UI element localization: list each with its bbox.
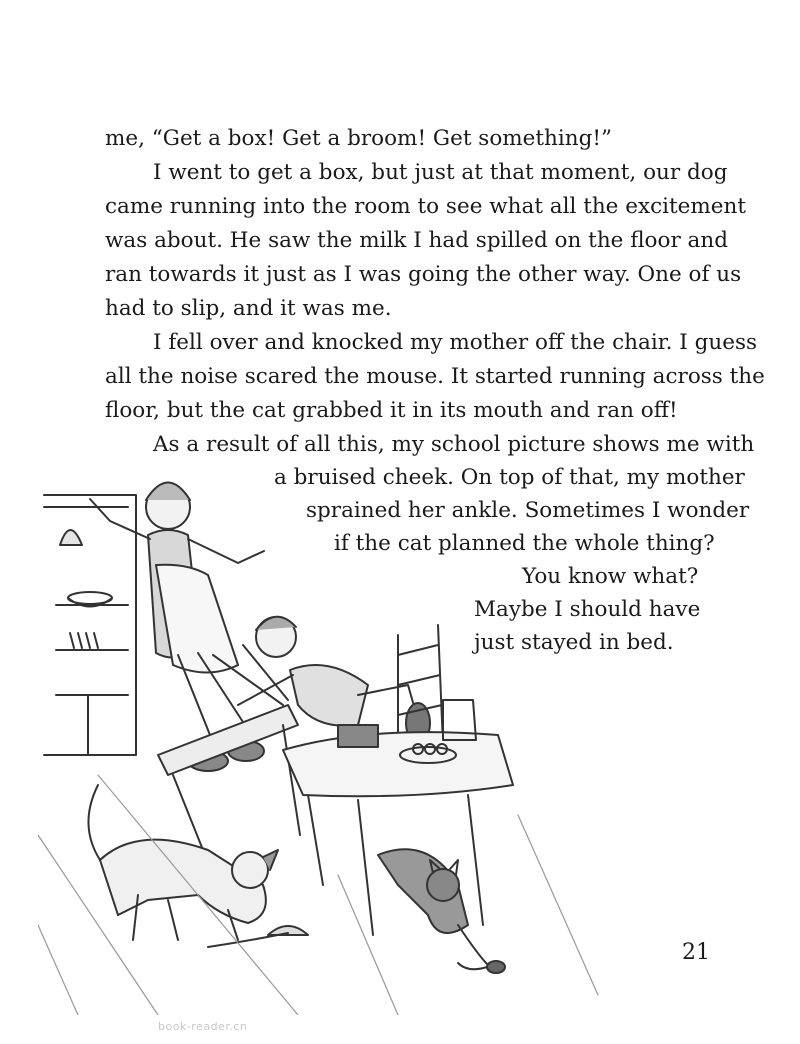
text-line: Maybe I should have [474, 597, 701, 622]
text-line: had to slip, and it was me. [105, 296, 392, 321]
text-line: As a result of all this, my school picture shows me with [153, 432, 755, 457]
mouse-figure [458, 961, 505, 973]
text-line: I fell over and knocked my mother off the chair. I guess [153, 330, 758, 355]
cat-figure [378, 849, 488, 965]
dog-figure [88, 785, 278, 940]
kitchen-illustration [38, 455, 758, 1015]
text-line: sprained her ankle. Sometimes I wonder [306, 498, 750, 523]
kitchen-table [283, 700, 513, 935]
tipped-chair [158, 645, 300, 875]
page-number: 21 [682, 940, 710, 965]
text-line: You know what? [522, 564, 699, 589]
text-line: ran towards it just as I was going the other way. One of us [105, 262, 742, 287]
text-line: floor, but the cat grabbed it in its mouth and ran off! [105, 398, 678, 423]
text-line: a bruised cheek. On top of that, my mother [274, 465, 745, 490]
kitchen-cabinet [44, 495, 136, 755]
text-line: was about. He saw the milk I had spilled on the floor and [105, 228, 728, 253]
text-line: if the cat planned the whole thing? [334, 531, 715, 556]
text-line: all the noise scared the mouse. It started running across the [105, 364, 765, 389]
spilled-bowl [208, 926, 308, 947]
text-line: came running into the room to see what all the excitement [105, 194, 746, 219]
text-line: I went to get a box, but just at that moment, our dog [153, 160, 728, 185]
text-line: just stayed in bed. [474, 630, 674, 655]
text-line: me, “Get a box! Get a broom! Get something!” [105, 126, 612, 151]
watermark: book-reader.cn [158, 1020, 248, 1033]
